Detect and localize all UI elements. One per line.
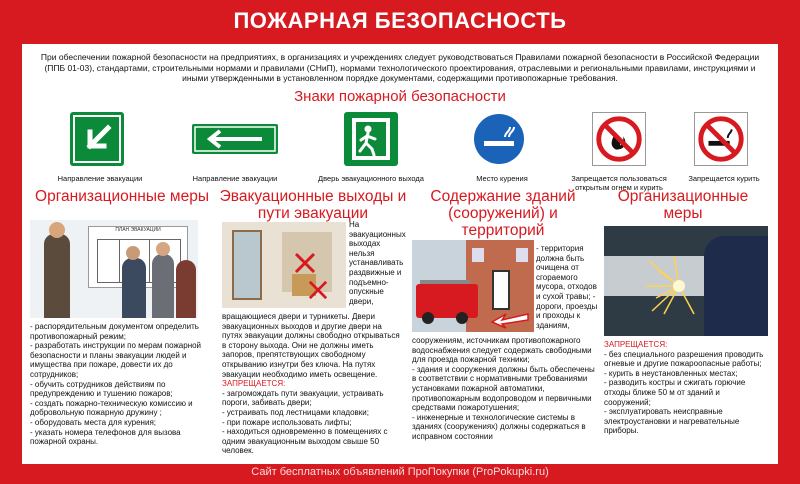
no-open-fire-icon [592, 112, 646, 166]
truck-wheel [422, 312, 434, 324]
evacuation-direction-left-icon [192, 124, 278, 154]
sign-label: Дверь эвакуационного выхода [318, 174, 424, 183]
section-title-organizational-2: Организационные меры [617, 188, 749, 222]
person-figure [176, 260, 196, 318]
building-window [472, 248, 484, 262]
section-organizational-list [30, 322, 214, 447]
list-item: - здания и сооружения должны быть обеспечены в соответствии с нормативными требованиями установками пожарной автоматики, противопожарным водопроводом и первичными средствами пожаротушения; [412, 364, 595, 413]
poster-title: ПОЖАРНАЯ БЕЗОПАСНОСТЬ [233, 8, 567, 33]
list-item: - разводить костры и сжигать горючие отходы ближе 50 м от зданий и сооружений; [604, 378, 746, 407]
list-item: - создать пожарно-техническую комиссию и добровольную пожарную дружину ; [30, 398, 193, 418]
sparks-icon [644, 256, 714, 316]
list-item: - загромождать пути эвакуации, устраивать пороги, забивать двери; [222, 388, 384, 408]
person-head [49, 222, 65, 238]
welding-illustration [604, 226, 768, 336]
section-organizational-2-list [604, 340, 768, 436]
section-title-buildings: Содержание зданий (сооружений) и территорий [430, 188, 576, 239]
content-panel [22, 44, 778, 464]
list-item: сооружениям, источникам противопожарного водоснабжения следует содержать свободными для проезда пожарной техники; [412, 336, 592, 365]
list-item: - разработать инструкции по мерам пожарной безопасности и планы эвакуации людей и имущества при пожаре, довести их до сотрудников; [30, 341, 202, 379]
evacuation-plan-illustration [30, 220, 198, 318]
truck-ladder [420, 280, 470, 284]
list-item: - находиться одновременно в помещениях с одним эвакуационным выходом свыше 50 человек. [222, 427, 388, 456]
prohibited-label: ЗАПРЕЩАЕТСЯ: [222, 379, 286, 389]
person-figure [44, 234, 70, 318]
list-item: - обучить сотрудников действиям по предупреждению и тушению пожаров; [30, 379, 173, 399]
list-item: - эксплуатировать неисправные электроустановки и нагревательные приборы. [604, 407, 740, 436]
section-title-organizational: Организационные меры [35, 188, 209, 205]
list-item: - без специального разрешения проводить огневые и другие пожароопасные работы; [604, 349, 764, 369]
sign-label: Направление эвакуации [192, 174, 278, 183]
person-figure [122, 258, 146, 318]
fire-truck-illustration [412, 240, 534, 332]
person-head [126, 246, 140, 260]
truck-wheel [456, 312, 468, 324]
signs-title: Знаки пожарной безопасности [294, 88, 506, 105]
list-item: - при пожаре использовать лифты; [222, 417, 352, 427]
evacuation-side-text: На эвакуационных выходах нельзя устанавливать раздвижные и подъемно-опускные двери, [349, 220, 406, 306]
watermark-footer: Сайт бесплатных объявлений ПроПокупки (ProPokupki.ru) [251, 466, 549, 478]
section-title-evacuation: Эвакуационные выходы и пути эвакуации [219, 188, 407, 222]
person-figure [152, 254, 174, 318]
evacuation-direction-diagonal-icon [70, 112, 124, 166]
list-item: - курить в неустановленных местах; [604, 368, 738, 378]
exit-door [232, 230, 262, 300]
buildings-side-text: - территория должна быть очищена от сгораемого мусора, отходов и сухой травы; - дороги, проезды и проходы к зданиям, [536, 244, 598, 330]
list-item: - устраивать под лестницами кладовки; [222, 407, 369, 417]
sign-label: Запрещается курить [688, 174, 760, 183]
no-smoking-icon [694, 112, 748, 166]
emergency-exit-door-icon [344, 112, 398, 166]
sign-label: Направление эвакуации [57, 174, 143, 183]
building-door [492, 270, 510, 310]
list-item: - указать номера телефонов для вызова пожарной охраны. [30, 427, 181, 447]
prohibited-label: ЗАПРЕЩАЕТСЯ: [604, 340, 668, 349]
intro-text: При обеспечении пожарной безопасности на предприятиях, в организациях и учреждениях следует руководствоваться Правилами пожарной безопасности в Российской Федерации (ППБ 01-03), стандартами, строительными нормами и правилами (СНиП), нормами технологического проектирования, отраслевыми и региональными правилами, инструкциями и иными утвержденными в установленном порядке документами, содержащими противопожарные требования. [40, 52, 760, 83]
cross-icon [294, 252, 316, 274]
list-item: - оборудовать места для курения; [30, 417, 156, 427]
plan-board-label: ПЛАН ЭВАКУАЦИИ [115, 227, 161, 233]
building-window [516, 248, 528, 262]
buildings-list [412, 336, 598, 442]
evacuation-body [222, 312, 402, 456]
sign-label: Запрещается пользоваться открытым огнем и курить [571, 174, 667, 192]
smoking-area-icon [472, 112, 526, 166]
list-item: - инженерные и технологические системы в зданиях (сооружениях) должны содержаться в исправном состоянии [412, 412, 586, 441]
list-item: - распорядительным документом определить противопожарный режим; [30, 322, 199, 341]
cross-icon [308, 280, 328, 300]
evacuation-body-text: вращающиеся двери и турникеты. Двери эвакуационных выходов и другие двери на путях эвакуации должны свободно открываться в сторону выхода. Они не должны иметь запоров, препятствующих свободному открыванию изнутри без ключа. На путях эвакуации необходимо иметь освещение. [222, 312, 400, 379]
arrow-icon [490, 310, 530, 330]
blocked-exit-illustration [222, 222, 346, 308]
sign-label: Место курения [476, 174, 528, 183]
person-head [156, 242, 170, 256]
